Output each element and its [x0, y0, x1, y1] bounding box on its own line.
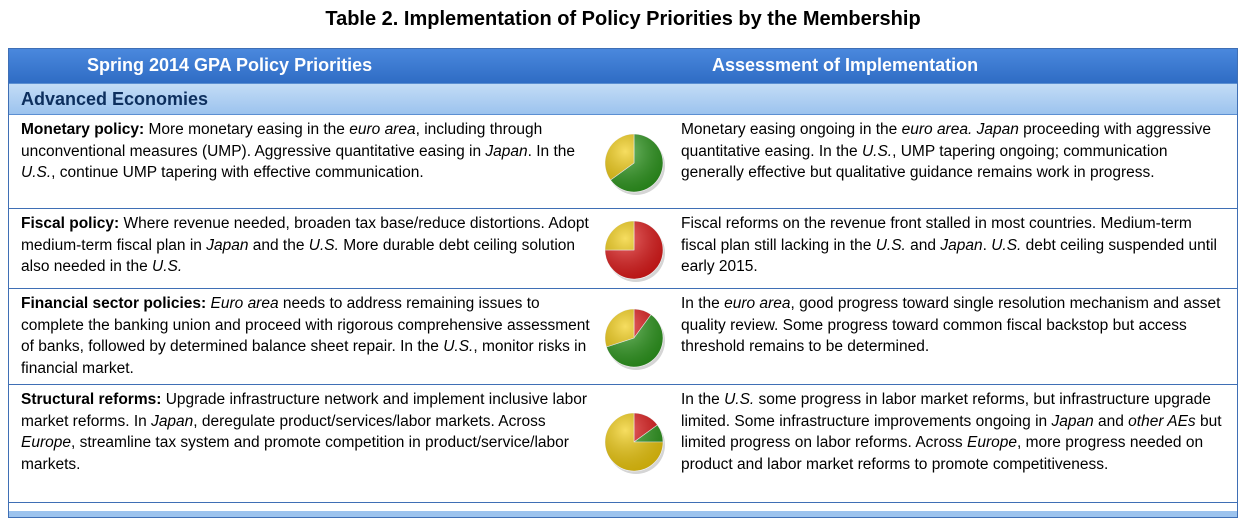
text-run: More durable debt ceiling solution also needed in the	[21, 236, 576, 275]
text-run: Japan	[976, 121, 1019, 138]
text-run: needs to address remaining issues to complete the banking union and proceed with rigorous comprehensive assessment of banks, followed by determined balance sheet repair. In the	[21, 295, 590, 355]
text-run: U.S.	[152, 258, 183, 275]
table-row	[9, 209, 1237, 289]
text-run: Europe	[21, 434, 71, 451]
text-run: debt ceiling suspended until early 2015.	[681, 236, 1217, 275]
text-run: Japan	[151, 412, 194, 430]
text-run: Financial sector policies:	[21, 295, 207, 312]
text-run: In the	[681, 391, 725, 408]
text-run: Structural reforms:	[21, 391, 162, 408]
section-label: Advanced Economies	[21, 89, 209, 109]
text-run: proceeding with aggressive quantitative easing. In the	[681, 121, 1211, 160]
text-run: some progress in labor market reforms, but infrastructure upgrade limited. Some infrastructure improvements ongoing in	[681, 391, 1211, 430]
text-run: , UMP tapering ongoing; communication generally effective but qualitative guidance remains work in progress.	[681, 142, 1168, 181]
text-run: euro area.	[901, 121, 973, 138]
text-run: In the	[681, 295, 725, 312]
assessment-cell	[681, 293, 1231, 358]
table-header	[9, 49, 1237, 83]
text-run: Upgrade infrastructure network and implement inclusive labor market reforms. In	[21, 391, 587, 430]
text-run: , good progress toward single resolution mechanism and asset quality review. Some progress toward common fiscal backstop but access threshold remains to be determined.	[681, 295, 1221, 355]
section-advanced-economies	[9, 83, 1237, 115]
text-run: Japan	[940, 236, 983, 254]
text-run: other AEs	[1128, 412, 1196, 430]
text-run: U.S.	[991, 236, 1022, 254]
text-run: and	[1093, 412, 1129, 430]
text-run: , monitor risks in financial market.	[21, 338, 587, 377]
text-run: U.S.	[724, 391, 755, 408]
assessment-cell	[681, 213, 1231, 278]
text-run: U.S.	[875, 236, 906, 254]
pie-chart-icon	[601, 130, 667, 196]
text-run: . In the	[527, 142, 576, 160]
text-run: Euro area	[210, 295, 279, 312]
text-run: .	[982, 236, 992, 254]
text-run: , streamline tax system and promote competition in product/service/labor markets.	[21, 434, 569, 473]
assessment-cell	[681, 119, 1231, 184]
priority-cell	[21, 213, 591, 278]
header-priorities: Spring 2014 GPA Policy Priorities	[87, 55, 373, 75]
pie-gloss	[605, 413, 663, 471]
assessment-cell	[681, 389, 1231, 475]
pie-chart-icon	[601, 305, 667, 371]
text-run: Japan	[1051, 412, 1094, 430]
text-run: U.S.	[861, 142, 893, 160]
text-run: and	[905, 236, 941, 254]
text-run: but limited progress on labor reforms. Across	[681, 412, 1222, 451]
policy-table	[8, 48, 1238, 518]
priority-cell	[21, 293, 591, 379]
pie-chart-icon	[601, 217, 667, 283]
text-run: Monetary policy:	[21, 121, 145, 138]
text-run: Japan	[485, 142, 528, 160]
text-run: Fiscal policy:	[21, 215, 120, 232]
pie-chart-icon	[601, 409, 667, 475]
text-run: U.S.	[21, 164, 52, 181]
text-run: U.S.	[443, 338, 474, 355]
text-run: Europe	[967, 434, 1017, 451]
table-row	[9, 115, 1237, 209]
text-run: , including through unconventional measures (UMP). Aggressive quantitative easing in	[21, 121, 543, 160]
text-run: euro area	[724, 295, 791, 312]
priority-cell	[21, 389, 591, 475]
pie-gloss	[605, 221, 663, 279]
text-run: Fiscal reforms on the revenue front stalled in most countries. Medium-term fiscal plan still lacking in the	[681, 215, 1192, 254]
pie-gloss	[605, 309, 663, 367]
table-row	[9, 385, 1237, 503]
text-run: and the	[248, 236, 309, 254]
text-run: , continue UMP tapering with effective communication.	[51, 164, 424, 181]
text-run: , more progress needed on product and labor market reforms to promote competitiveness.	[681, 434, 1204, 473]
text-run: U.S.	[308, 236, 339, 254]
text-run: More monetary easing in the	[144, 121, 350, 138]
text-run: Japan	[206, 236, 249, 254]
text-run: euro area	[349, 121, 416, 138]
text-run: Monetary easing ongoing in the	[681, 121, 902, 138]
text-run: Where revenue needed, broaden tax base/reduce distortions. Adopt medium-term fiscal plan in	[21, 215, 589, 254]
table-row	[9, 289, 1237, 385]
pie-gloss	[605, 134, 663, 192]
table-title: Table 2. Implementation of Policy Priorities by the Membership	[325, 8, 921, 30]
priority-cell	[21, 119, 591, 184]
text-run: , deregulate product/services/labor markets. Across	[193, 412, 546, 430]
header-assessment: Assessment of Implementation	[712, 55, 979, 75]
